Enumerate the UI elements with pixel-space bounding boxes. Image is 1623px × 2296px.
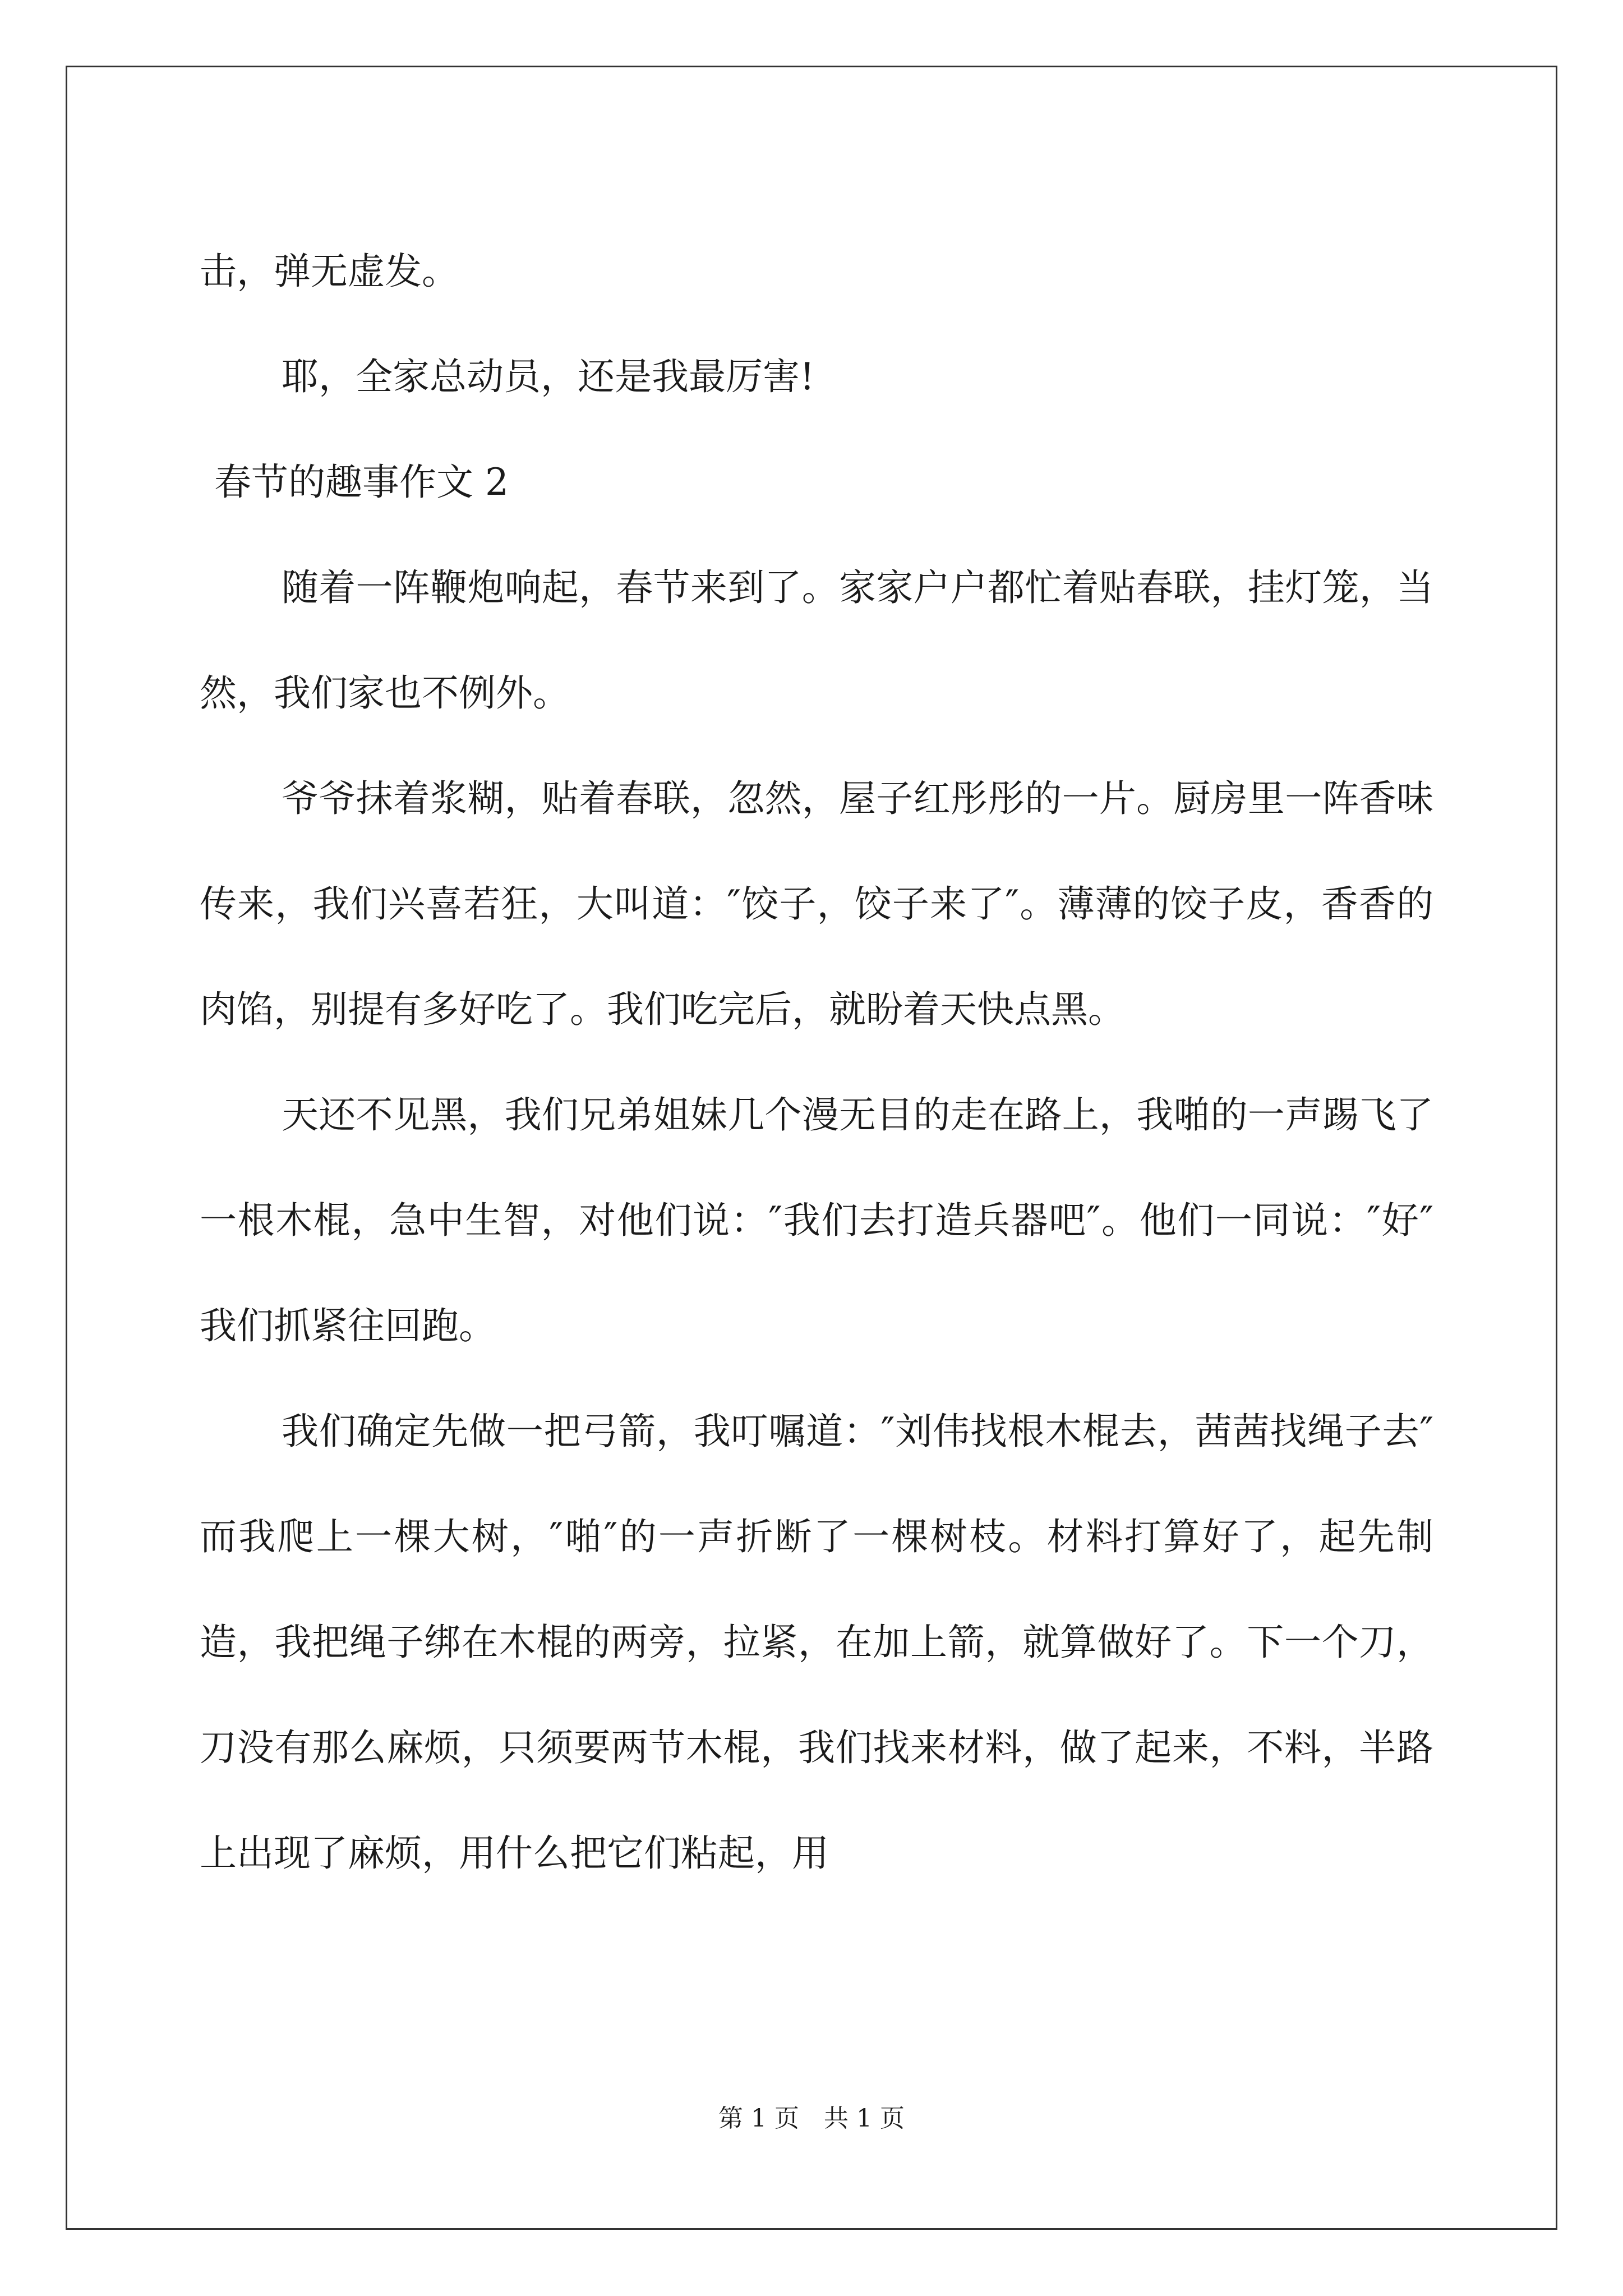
- paragraph: 我们确定先做一把弓箭，我叮嘱道：″刘伟找根木棍去，茜茜找绳子去″而我爬上一棵大树，″啪″的一声折断了一棵树枝。材料打算好了，起先制造，我把绳子绑在木棍的两旁，拉紧，在加上箭，就算做好了。下一个刀，刀没有那么麻烦，只须要两节木棍，我们找来材料，做了起来，不料，半路上出现了麻烦，用什么把它们粘起，用: [200, 1410, 1433, 1875]
- paragraph: 耶，全家总动员，还是我最厉害!: [282, 355, 815, 398]
- paragraph: 爷爷抹着浆糊，贴着春联，忽然，屋子红彤彤的一片。厨房里一阵香味传来，我们兴喜若狂，大叫道：″饺子，饺子来了″。薄薄的饺子皮，香香的肉馅，别提有多好吃了。我们吃完后，就盼着天快点黑。: [200, 777, 1433, 1031]
- paragraph-continuation: 击，弹无虚发。: [200, 250, 459, 293]
- page-number-footer: 第 1 页 共 1 页: [718, 2104, 905, 2133]
- paragraph: 天还不见黑，我们兄弟姐妹几个漫无目的走在路上，我啪的一声踢飞了一根木棍，急中生智，对他们说：″我们去打造兵器吧″。他们一同说：″好″我们抓紧往回跑。: [200, 1093, 1433, 1347]
- paragraph: 随着一阵鞭炮响起，春节来到了。家家户户都忙着贴春联，挂灯笼，当然，我们家也不例外。: [200, 566, 1433, 715]
- document-body: [200, 219, 1433, 1906]
- essay-title: 春节的趣事作文 2: [214, 461, 509, 504]
